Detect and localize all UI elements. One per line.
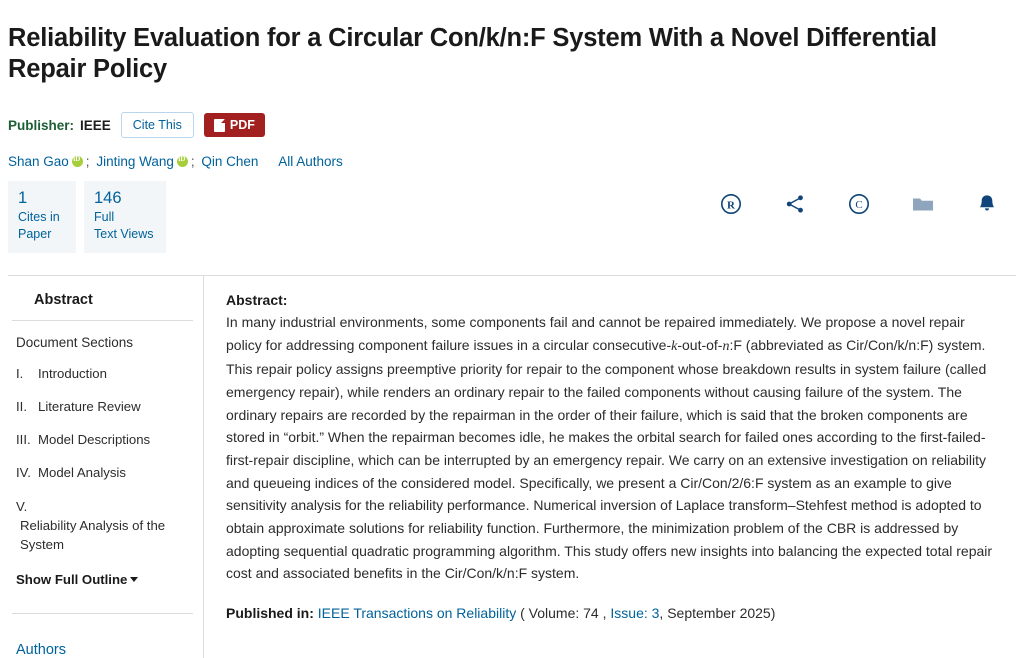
sidebar-item-introduction[interactable] [12, 350, 193, 383]
abstract-italic-k: k [671, 338, 678, 354]
show-full-outline-label: Show Full Outline [16, 571, 128, 587]
pdf-button-label: PDF [229, 118, 255, 133]
volume-text: ( Volume: 74 , [520, 605, 607, 622]
publisher-name: IEEE [80, 117, 111, 133]
metric-label-line1: Full [94, 210, 115, 224]
section-label: Reliability Analysis of the System [20, 517, 166, 552]
author-separator: ; [190, 154, 195, 170]
section-label: Model Descriptions [38, 432, 151, 448]
folder-icon[interactable] [912, 193, 934, 215]
abstract-label: Abstract: [226, 292, 288, 308]
all-authors-link[interactable]: All Authors [278, 154, 343, 170]
publisher-label: Publisher: [8, 117, 75, 133]
orcid-icon[interactable] [177, 156, 188, 167]
content-body [0, 276, 1024, 658]
copyright-icon[interactable] [848, 193, 870, 215]
section-label: Model Analysis [38, 465, 126, 481]
author-link-2[interactable]: Jinting Wang [96, 154, 174, 170]
chevron-down-icon [130, 577, 138, 582]
metrics-and-actions-row [0, 169, 1024, 253]
action-icons-group [720, 181, 1004, 215]
abstract-part-3: :F (abbreviated as Cir/Con/k/n:F) system. This repair policy assigns preemptive priority for repair to the component whose breakdown results in system failure (called emergency repair), while renders an ordinary repair to the failed components without causing failure of the system. The ordinary repairs are recorded by the repairman in the order of their failure, which is said that the broken components are stored in “orbit.” When the repairman becomes idle, he makes the orbital search for failed ones according to the first-failed-first-repair discipline, which can be interrupted by an emergency repair. We carry on an extensive investigation on reliability and queueing indices of the considered model. Specifically, we present a Cir/Con/2/6:F system as an example to give sensitivity analysis for the reliability performance. Numerical inversion of Laplace transform–Stehfest method is adopted to obtain approximate solutions for reliability function. Furthermore, the minimization problem of the CBR is addressed by adopting sequential quadratic programming algorithm. This study offers new insights into balancing the expected total repair cost and associated benefits in the Cir/Con/k/n:F system. [226, 336, 993, 582]
metric-value: 146 [94, 189, 122, 208]
abstract-panel [204, 276, 1016, 658]
pdf-file-icon [214, 119, 225, 132]
abstract-part-2: -out-of- [677, 336, 723, 353]
issue-link[interactable]: Issue: 3 [610, 605, 660, 622]
cite-this-button[interactable]: Cite This [121, 112, 194, 138]
section-numeral: I. [16, 366, 24, 381]
alerts-bell-icon[interactable] [976, 193, 998, 215]
journal-link[interactable]: IEEE Transactions on Reliability [317, 605, 517, 622]
abstract-italic-n: n [722, 338, 730, 354]
section-numeral: IV. [16, 465, 31, 481]
author-separator: ; [85, 154, 90, 170]
authors-row [0, 138, 1024, 169]
pdf-button[interactable] [204, 113, 265, 137]
research-alert-icon[interactable] [720, 193, 742, 215]
section-numeral: III. [16, 432, 31, 448]
section-label: Literature Review [38, 399, 141, 415]
published-in-row [226, 605, 1004, 621]
author-link-3[interactable]: Qin Chen [201, 154, 259, 170]
svg-text:C: C [855, 199, 863, 212]
sidebar-item-model-analysis[interactable] [12, 449, 193, 482]
sidebar-item-authors[interactable]: Authors [12, 613, 193, 658]
tab-abstract[interactable]: Abstract [12, 292, 193, 321]
page-title: Reliability Evaluation for a Circular Con/k/n:F System With a Novel Differential Repair Policy [8, 24, 937, 84]
publish-date: , September 2025) [659, 605, 776, 622]
metrics-group [8, 181, 166, 253]
article-page [0, 17, 1024, 658]
section-numeral: V. [16, 498, 28, 514]
published-in-label: Published in: [226, 605, 314, 622]
document-sections-header: Document Sections [16, 335, 134, 350]
sidebar-item-model-descriptions[interactable] [12, 416, 193, 449]
metric-label-line1: Cites in [18, 210, 60, 224]
abstract-text [226, 311, 1004, 585]
orcid-icon[interactable] [72, 156, 83, 167]
metric-cites-in-paper[interactable] [8, 181, 76, 253]
sidebar-item-reliability-analysis[interactable] [12, 483, 193, 554]
document-sidebar [8, 276, 204, 658]
svg-text:R: R [727, 199, 735, 212]
show-full-outline-button[interactable] [12, 554, 193, 587]
sidebar-item-literature-review[interactable] [12, 383, 193, 416]
metric-full-text-views[interactable] [84, 181, 166, 253]
section-numeral: II. [16, 399, 27, 415]
abstract-part-1: In many industrial environments, some components fail and cannot be repaired immediately. We propose a novel repair policy for addressing component failure issues in a circular consecutive- [226, 314, 965, 353]
metric-label-line2: Paper [18, 226, 52, 241]
section-label: Introduction [38, 366, 107, 381]
metric-value: 1 [18, 189, 28, 208]
metric-label-line2: Text Views [94, 226, 154, 241]
author-link-1[interactable]: Shan Gao [8, 154, 69, 170]
publisher-row [0, 102, 1024, 138]
share-icon[interactable] [784, 193, 806, 215]
